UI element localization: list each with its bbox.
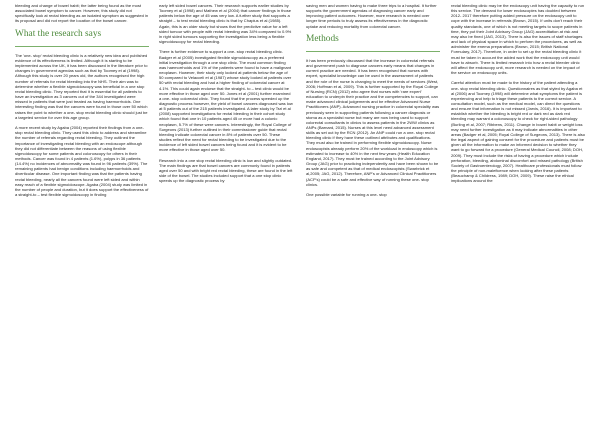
paragraph: A more recent study by Agaba (2004) reported their findings from a one-stop rectal bleeding clinic. They used this clinic to address and streamline the number of referrals regarding rectal bleeding. They outlined the importance of investigating rectal bleeding with an endoscope although they did not differentiate between the reasons of using flexible sigmoidoscopy for some patients and colonoscopy for others in their methods. Cancer was found in 4 patients (1.6%), polyps in 36 patients (14.4%) no incidences of abnormality was found in 96 patients (39%). The remaining patients had benign conditions including haemorrhoids and diverticular disease. One important finding was that the patients having rectal bleeding, nearly all the cancers found were left sided and within easy reach of a flexible sigmoidoscope. Agaba (2004) study was limited in the number of people and duration, but it does support the effectiveness of a straight-to – test flexible sigmoidoscopy in finding — [15, 125, 149, 198]
heading-divider — [15, 46, 149, 47]
section-heading-research: What the research says — [15, 28, 102, 39]
paragraph: Research into a one stop rectal bleeding clinic is low and slightly outdated. The main findings are that bowel cancers are commonly found in patients aged over 50 and with bright red rectal bleeding, these are found in the left side of the bowel. The studies included support that a one stop clinic speeds up the diagnostic process by — [159, 157, 293, 184]
paragraph: Careful attention must be made to the history of the patient attending a one- stop rectal bleeding clinic. Questionnaires as that styled by Agaba et al (2006) and Toomey (1998) will determine what symptoms the patient is experiencing and help to triage these patients to the correct service. A consultation model, such as the medical model, can direct the questions and ensure that information is not missed (Jarvis, 2016). It is important to establish whether the bleeding is bright red or dark red as dark red bleeding may warrant a colonoscopy to check for right-sided pathology (Burling et al, 2007; Ribbens, 2011). Change in bowel habit or weight loss may need further investigation as it may indicate abnormalities in other areas (Badger et al, 2005; Royal College of Surgeons, 2013). There is also the legal aspect of gaining consent for the procedure and patients must be given all the information to make an informed decision to whether they want to go forward for a procedure (General Medical Council, 2008; DOH, 2009). They must include the risks of having a procedure which include perforation, bleeding, abdominal discomfort and missed pathology (British Society of Gastroenterology, 2007). Healthcare professionals must follow the principle of non-maleficence when looking after these patients (Beauchamp & Childress, 1989; DOH, 2009). These raise the ethical implications around the — [451, 80, 585, 184]
paragraph: One possible variable for running a one- stop — [306, 192, 387, 198]
text-column-3 — [306, 3, 440, 421]
section-heading-methods: Methods — [306, 33, 339, 44]
paragraph: rectal bleeding clinic may be the endoscopy unit having the capacity to run this service. The demand for lower endoscopies has doubled between 2012- 2017 therefore putting added pressure on the endoscopy unit to cope with the increase in referrals (Brown, 2015). If units don't reach their quality standards, one of which is not meeting targets to scope patients in time, they put their Joint Advisory Group (JAG) accreditation at risk and may also be fined (JAG, 2013). There is also the issues of staff shortages and lack of physical space in which to perform the procedures, as well as administer the enema preparations (Brown, 2015; British National Formulary, 2017). Therefore, in order to set up the rectal bleeding clinic it must be taken in account the added work that the endoscopy unit would have to absorb. There is limited research into how a rectal bleeder clinic will affect the endoscopy unit, more research is needed on the impact of the service on endoscopy units. — [451, 3, 585, 76]
paragraph: bleeding and change of bowel habit; the latter being found as the most associated bowel symptom to cancer. However, this study did not specifically look at rectal bleeding as an isolated symptom as suggested in its proposal and did not report the location of the bowel cancer. — [15, 3, 149, 24]
paragraph: The 'one- stop' rectal bleeding clinic is a relatively new idea and published evidence of its effectiveness is limited. Although it is starting to be implemented across the UK, it has been discussed in the literature prior to changes in government agendas such as that by Toomey et al (1998). Although this study is over 20 years old, the authors recognised the high number of referrals for rectal bleeding into the NHS. Their aim was to determine whether a flexible sigmoidoscopy was beneficial in a one stop rectal bleeding clinic. They reported that it is essential for all patients to have an investigation as 3 cancers out of the 344 investigated were missed in patients that were just treated as having haemorrhoids. One interesting finding was that the cancers were found in those over 50 which raises the point to whether a one- stop rectal bleeding clinic should just be a targeted service for over this age group. — [15, 52, 148, 120]
paragraph: It has been previously discussed that the increase in colorectal referrals and government push to diagnose cancers early means that changes in current practice are needed. It has been recognised that nurses with expert, specialist knowledge can be used in the assessment of patients and the role of the nurse is changing to meet the needs of services (West, 2006; Hoffman et al, 2009). This is further supported by the Royal College of Nursing (RCN) (2012) who agree that nurses with 'rare expert' education to underpin their practice and the competencies to support, can make advanced clinical judgements and be effective Advanced Nurse Practitioners (ANP). Advanced nursing practice in colorectal speciality was previously seen in supporting patients following a cancer diagnosis or stoma as a specialist nurse but many are now being used to support colorectal consultants in clinics to assess patients in the 2WW clinics as ANPs (Barnard, 2015). Nurses at this level need advanced assessment skills as set out by the RCN (2012). An ANP could run a one- stop rectal bleeding clinic if they have these outlined attributes and qualifications. They must also be trained in performing flexible sigmoidoscopy. Nurse endoscopists already perform 20% of the workload in endoscopy which is estimated to increase to 40% in the next few years (Health Education England, 2017). They must be trained according to the Joint Advisory Group (JAG) prior to practicing independently and have been shown to be as safe and competent as that of medical endoscopists (Swarbrick et al,2005; JAG, 2012). Therefore, ANP's or Advanced Clinical Practitioners (ACP's) could be a safe and effective way of running these one- stop clinics. — [306, 57, 440, 187]
paragraph: There is further evidence to support a one- stop rectal bleeding clinic. Badger et al (2005) investigated flexible sigmoidoscopy as a preferred initial investigation through a one stop clinic. The most common finding was haemorrhoids and 1% of the patients were found to have a malignant neoplasm. However, their study only looked at patients below the age of 50 compared to Velacceli et al (1987) whose study looked at patients over 50 with rectal bleeding and had a higher finding of colorectal cancer at 4.1%. This could again endorse that the straight- to – test clinic would be more effective in those aged over 50. Jones et al (2001) further examined a one- stop colorectal clinic. They found that the process speeded up the diagnostic process however, the yield of bowel cancers diagnosed was low at 5 patients out of the 215 patients investigated. A later study by Tsri et al (2008) supported investigations for rectal bleeding in their cohort study which found that one in 10 patients aged 45 or more had a colonic neoplasm, 5.7% of these were cancers. Interestingly, the Royal College of Surgeons (2013) further outlined in their commissioner guide that rectal bleeding indicate colorectal cancer in 8% of patients over 50. These studies reflect the need for rectal bleeding to be investigated due to the incidence of left sided bowel cancers being found and it is evident to be more effective in those aged over 50. — [159, 49, 293, 153]
text-column-2 — [159, 3, 293, 421]
paragraph: early left sided bowel cancers. Their research supports earlier studies by Toomey et al (1998) and Mathew et al (2004) that cancer findings in those patients below the age of 45 was very low. A further study that supports a straight – to test rectal bleeding clinic is that by Chapius et al (1985). Again, this is an older study but shows that the predictive value for a left sided tumour with people with rectal bleeding was 34% compared to 0.9% in right sided tumours supporting the investigation less being a flexible sigmoidoscopy for rectal bleeding. — [159, 3, 292, 45]
text-column-4 — [451, 3, 585, 421]
paragraph: saving men and women having to make three trips to a hospital. It further supports the government agendas of diagnosing cancer early and improving patient outcomes. However, more research is needed over longer time periods to truly assess its effectiveness in the diagnostic uptake and reducing mortality from colorectal cancer. — [306, 3, 437, 29]
text-column-1 — [15, 3, 149, 421]
heading-divider — [306, 51, 440, 52]
